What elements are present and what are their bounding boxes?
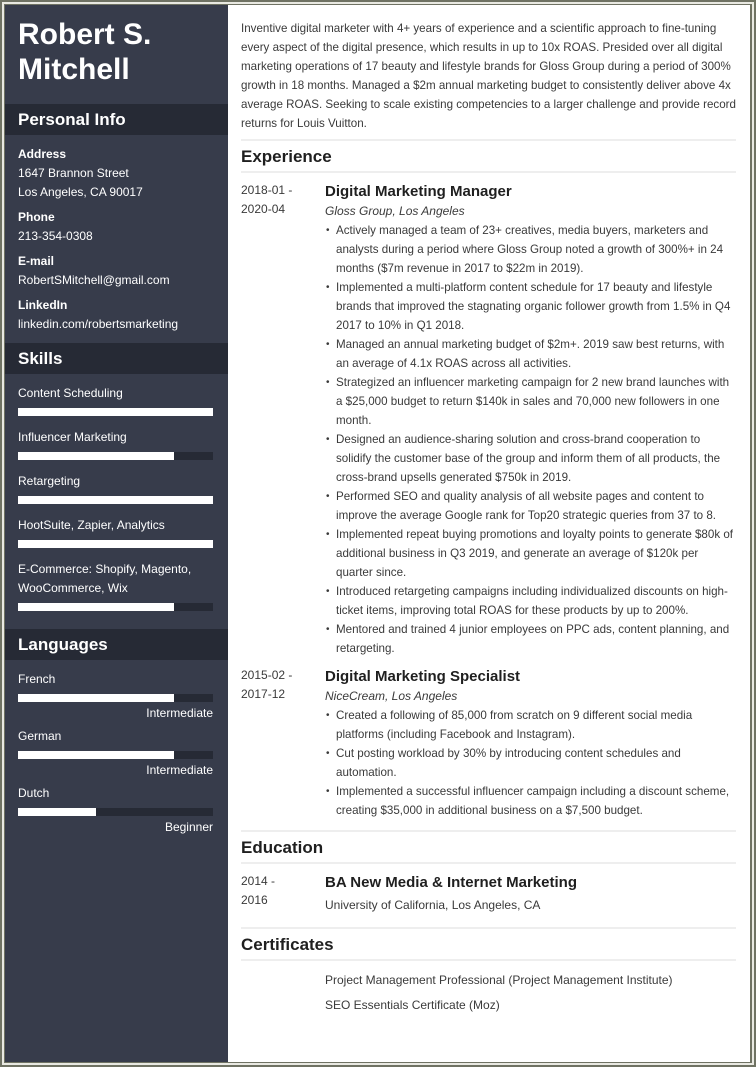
skill-level-fill: [18, 408, 213, 416]
skills-heading: Skills: [5, 343, 228, 374]
language-level-text: Beginner: [164, 820, 213, 834]
resume-page: [5, 5, 750, 1062]
job-bullet: • Implemented repeat buying promotions and loyalty points to generate $80k of additional business in Q3 2019, and generate an average of $120k per quarter since.: [325, 525, 736, 582]
job-bullet: • Created a following of 85,000 from scratch on 9 different social media platforms (including Facebook and Instagram).: [325, 706, 736, 744]
language-level-fill: [18, 751, 174, 759]
summary-paragraph: Inventive digital marketer with 4+ years of experience and a scientific approach to fine-tuning every aspect of the digital presence, which results in up to 10x ROAS. Presided over all digital marketing operations of 17 beauty and lifestyle brands for Gloss Group during a period of 300% growth in 18 months. Managed a $2m annual marketing budget to consistently deliver above 4x average ROAS. Seeking to scale existing competencies to a larger challenge and provide record returns for Louis Vuitton.: [241, 22, 736, 130]
name-line-2: Mitchell: [18, 53, 130, 86]
languages-section: [5, 660, 228, 837]
job-bullets: [325, 221, 736, 658]
education-date-start: 2014 -: [241, 874, 276, 888]
language-label: Dutch: [18, 786, 50, 800]
phone-value: 213-354-0308: [18, 229, 93, 243]
name-line-1: Robert S.: [18, 18, 152, 51]
job-bullet: • Implemented a successful influencer campaign including a discount scheme, creating $35,000 in additional business on a $7,500 budget.: [325, 782, 736, 820]
job-bullet: • Designed an audience-sharing solution and cross-brand cooperation to solidify the customer base of the group and inform them of all products, the cross-brand upsells generated $750k in 2019.: [325, 430, 736, 487]
education-heading: Education: [241, 838, 324, 857]
experience-entry: [241, 658, 736, 820]
email-block: [18, 252, 215, 290]
language-item: [18, 727, 215, 780]
skill-level-bar: [18, 496, 213, 504]
education-dates: [241, 872, 325, 915]
phone-label: Phone: [18, 210, 55, 224]
certificate-item: Project Management Professional (Project Management Institute): [325, 973, 673, 987]
language-level-bar: [18, 808, 213, 816]
experience-heading: Experience: [241, 147, 332, 166]
job-details: [325, 666, 736, 820]
education-details: [325, 872, 736, 915]
skill-label: E-Commerce: Shopify, Magento, WooCommerce, Wix: [18, 562, 192, 595]
job-title: Digital Marketing Manager: [325, 183, 512, 200]
language-item: [18, 784, 215, 837]
skill-item: [18, 428, 215, 460]
job-bullets: [325, 706, 736, 820]
degree-title: BA New Media & Internet Marketing: [325, 874, 577, 891]
language-level-bar: [18, 751, 213, 759]
certificates-list: [241, 961, 736, 1015]
skill-label: Influencer Marketing: [18, 430, 127, 444]
certificate-item: SEO Essentials Certificate (Moz): [325, 998, 500, 1012]
skills-section: [5, 374, 228, 629]
job-dates: [241, 666, 325, 820]
job-title: Digital Marketing Specialist: [325, 668, 521, 685]
language-label: French: [18, 672, 56, 686]
certificates-heading: Certificates: [241, 935, 334, 954]
job-bullet: • Performed SEO and quality analysis of all website pages and content to improve the average Google rank for Top20 strategic queries from 37 to 8.: [325, 487, 736, 525]
skill-level-bar: [18, 603, 213, 611]
job-bullet: • Implemented a multi-platform content schedule for 17 beauty and lifestyle brands that improved the stagnating organic follower growth from 1.5% in Q4 2017 to 10% in Q1 2018.: [325, 278, 736, 335]
job-dates: [241, 181, 325, 658]
skill-level-bar: [18, 540, 213, 548]
skill-level-bar: [18, 408, 213, 416]
personal-info-heading: Personal Info: [5, 104, 228, 135]
education-entry: [241, 864, 736, 915]
linkedin-block: [18, 296, 215, 334]
job-date-end: 2017-12: [241, 687, 286, 701]
skill-label: HootSuite, Zapier, Analytics: [18, 518, 165, 532]
job-bullet: • Cut posting workload by 30% by introducing content schedules and automation.: [325, 744, 736, 782]
job-company: Gloss Group, Los Angeles: [325, 204, 465, 218]
address-label: Address: [18, 147, 67, 161]
linkedin-link[interactable]: linkedin.com/robertsmarketing: [18, 317, 179, 331]
job-bullet: • Mentored and trained 4 junior employees on PPC ads, content planning, and retargeting.: [325, 620, 736, 658]
sidebar: [5, 5, 228, 1062]
address-block: [18, 145, 215, 202]
language-label: German: [18, 729, 62, 743]
language-item: [18, 670, 215, 723]
skill-label: Content Scheduling: [18, 386, 123, 400]
language-level-fill: [18, 694, 174, 702]
education-date-end: 2016: [241, 893, 268, 907]
main-content: [228, 5, 750, 1062]
skill-item: [18, 472, 215, 504]
language-level-text: Intermediate: [146, 763, 213, 777]
address-line-1: 1647 Brannon Street: [18, 166, 129, 180]
linkedin-label: LinkedIn: [18, 298, 68, 312]
school-name: University of California, Los Angeles, CA: [325, 898, 541, 912]
skill-level-fill: [18, 452, 174, 460]
job-date-start: 2015-02 -: [241, 668, 293, 682]
languages-heading: Languages: [5, 629, 228, 660]
candidate-name: [5, 5, 228, 104]
language-level-text: Intermediate: [146, 706, 213, 720]
job-date-start: 2018-01 -: [241, 183, 293, 197]
skill-level-fill: [18, 603, 174, 611]
phone-block: [18, 208, 215, 246]
email-link[interactable]: RobertSMitchell@gmail.com: [18, 273, 170, 287]
personal-info-section: [5, 135, 228, 343]
address-line-2: Los Angeles, CA 90017: [18, 185, 143, 199]
skill-level-bar: [18, 452, 213, 460]
skill-label: Retargeting: [18, 474, 81, 488]
job-bullet: • Introduced retargeting campaigns including individualized discounts on high-ticket items, improving total ROAS for these products by up to 200%.: [325, 582, 736, 620]
job-bullet: • Strategized an influencer marketing campaign for 2 new brand launches with a $25,000 budget to return $140k in sales and 70,000 new followers in one month.: [325, 373, 736, 430]
language-level-fill: [18, 808, 96, 816]
email-label: E-mail: [18, 254, 55, 268]
job-date-end: 2020-04: [241, 202, 286, 216]
skill-item: [18, 384, 215, 416]
job-details: [325, 181, 736, 658]
skill-level-fill: [18, 540, 213, 548]
skill-level-fill: [18, 496, 213, 504]
job-bullet: • Actively managed a team of 23+ creatives, media buyers, marketers and analysts during a period where Gloss Group noted a growth of 300%+ in 24 months ($7m revenue in 2017 to $22m in 2019).: [325, 221, 736, 278]
job-bullet: • Managed an annual marketing budget of $2m+. 2019 saw best returns, with an average of 4.1x ROAS across all activities.: [325, 335, 736, 373]
experience-entry: [241, 173, 736, 658]
skill-item: [18, 560, 215, 611]
job-company: NiceCream, Los Angeles: [325, 689, 458, 703]
skill-item: [18, 516, 215, 548]
language-level-bar: [18, 694, 213, 702]
